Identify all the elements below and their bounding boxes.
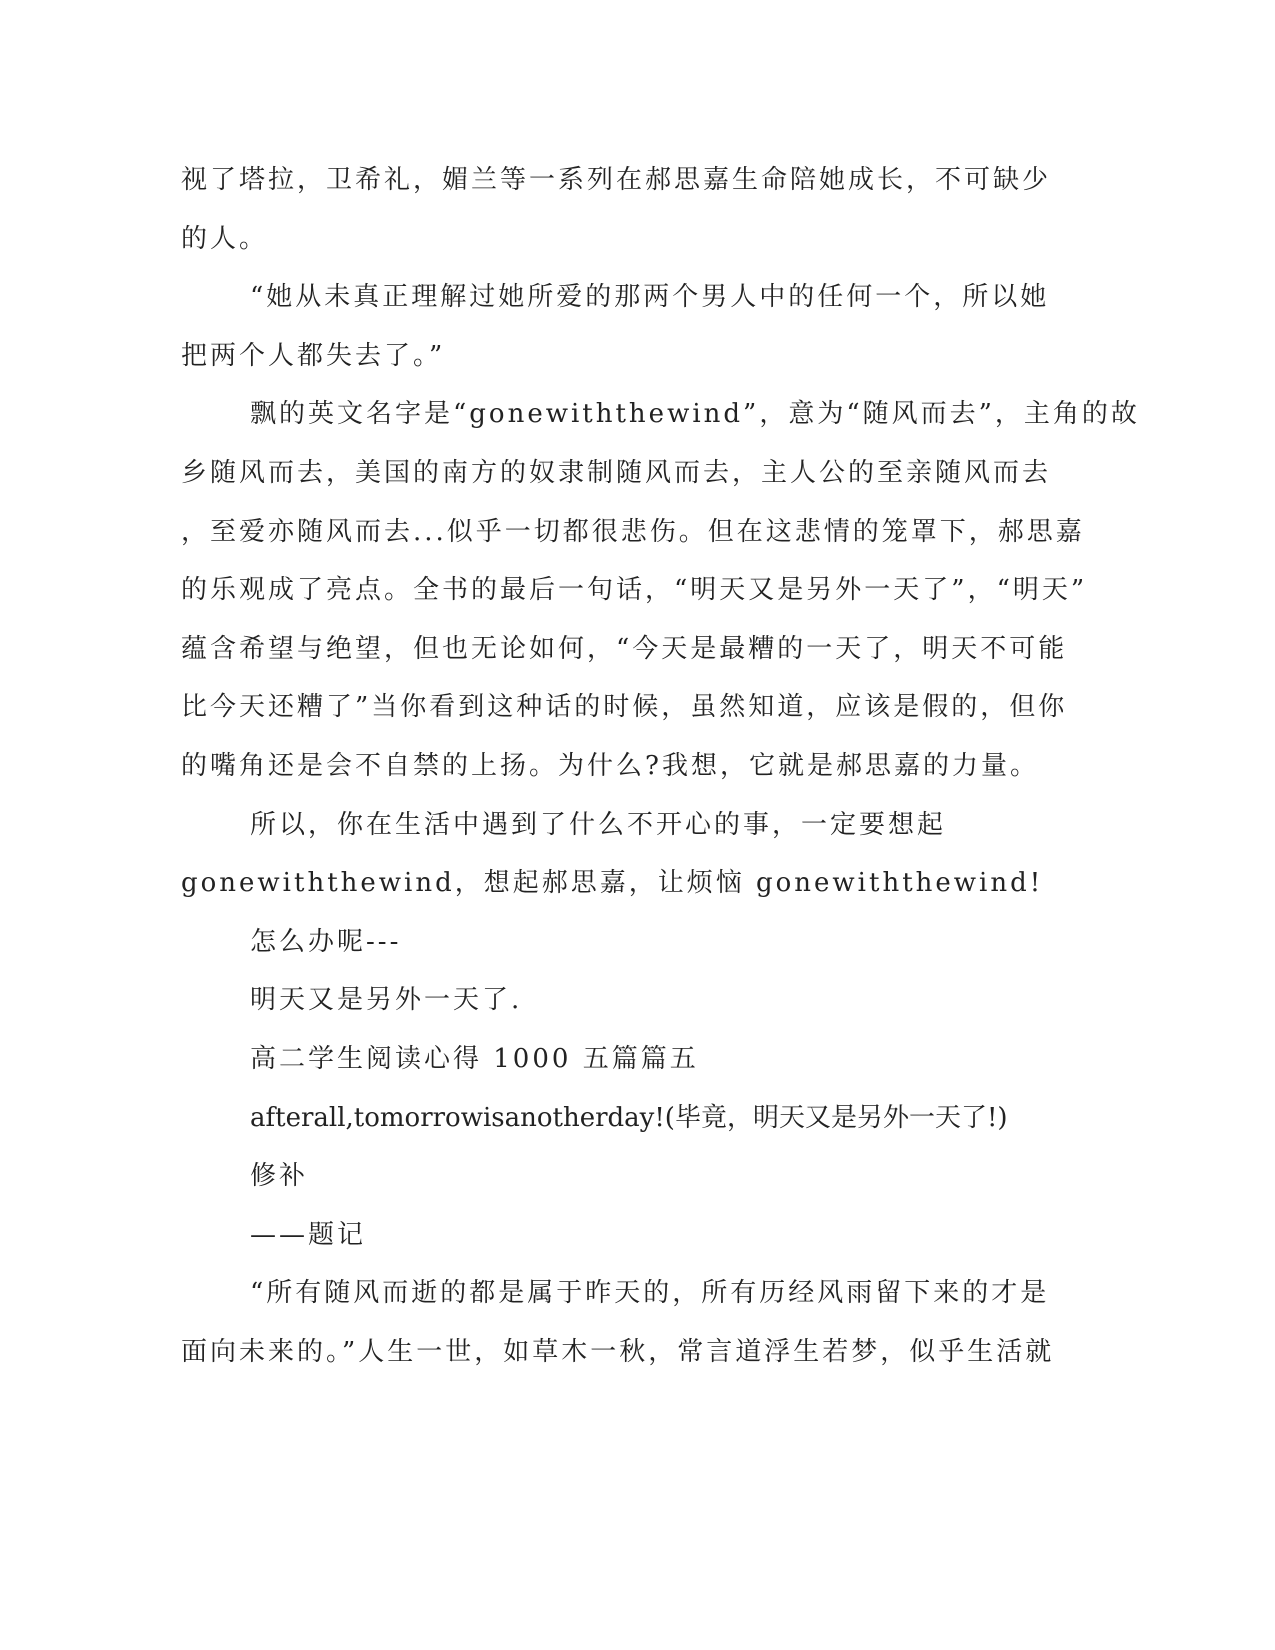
section-heading: 高二学生阅读心得 1000 五篇篇五 xyxy=(250,1044,699,1074)
text-line: 明天又是另外一天了. xyxy=(250,985,523,1015)
text-line: ，至爱亦随风而去...似乎一切都很悲伤。但在这悲情的笼罩下，郝思嘉 xyxy=(181,517,1085,547)
text-line: 修补 xyxy=(250,1161,309,1191)
text-line: 面向未来的。”人生一世，如草木一秋，常言道浮生若梦，似乎生活就 xyxy=(181,1337,1055,1367)
text-line: 的人。 xyxy=(181,224,269,254)
text-line: 怎么办呢--- xyxy=(250,927,402,957)
text-line: 的乐观成了亮点。全书的最后一句话，“明天又是另外一天了”，“明天” xyxy=(181,575,1088,605)
text-line: 的嘴角还是会不自禁的上扬。为什么?我想，它就是郝思嘉的力量。 xyxy=(181,751,1039,781)
text-line: 飘的英文名字是“gonewiththewind”，意为“随风而去”，主角的故 xyxy=(250,399,1140,429)
text-line: “所有随风而逝的都是属于昨天的，所有历经风雨留下来的才是 xyxy=(250,1278,1050,1308)
text-line: 把两个人都失去了。” xyxy=(181,341,446,371)
text-line: gonewiththewind，想起郝思嘉，让烦恼 gonewiththewind! xyxy=(181,868,1044,898)
text-line: “她从未真正理解过她所爱的那两个男人中的任何一个，所以她 xyxy=(250,282,1050,312)
text-line: 视了塔拉，卫希礼，媚兰等一系列在郝思嘉生命陪她成长，不可缺少 xyxy=(181,165,1052,195)
text-line: 蕴含希望与绝望，但也无论如何，“今天是最糟的一天了，明天不可能 xyxy=(181,634,1068,664)
text-line: afterall,tomorrowisanotherday!(毕竟，明天又是另外一天了!) xyxy=(250,1103,1008,1133)
text-line: 乡随风而去，美国的南方的奴隶制随风而去，主人公的至亲随风而去 xyxy=(181,458,1052,488)
text-line: 所以，你在生活中遇到了什么不开心的事，一定要想起 xyxy=(250,810,947,840)
text-line: ——题记 xyxy=(250,1220,367,1250)
text-line: 比今天还糟了”当你看到这种话的时候，虽然知道，应该是假的，但你 xyxy=(181,692,1068,722)
